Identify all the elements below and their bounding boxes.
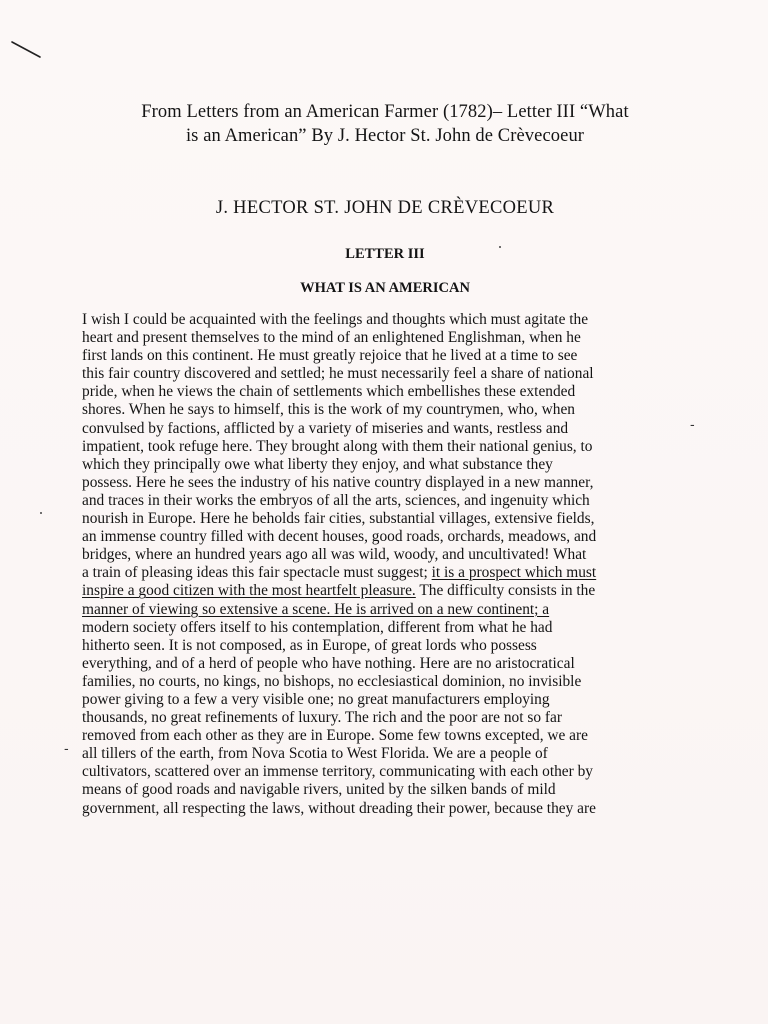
body-line: possess. Here he sees the industry of his native country displayed in a new manner, (82, 473, 594, 491)
body-line: cultivators, scattered over an immense territory, communicating with each other by (82, 763, 593, 781)
body-line: and traces in their works the embryos of all the arts, sciences, and ingenuity which (82, 491, 590, 509)
body-line: bridges, where an hundred years ago all was wild, woody, and uncultivated! What (82, 546, 587, 564)
body-line: first lands on this continent. He must greatly rejoice that he lived at a time to see (82, 347, 578, 365)
body-line: I wish I could be acquainted with the feelings and thoughts which must agitate the (82, 311, 589, 328)
body-line: pride, when he views the chain of settlements which embellishes these extended (82, 383, 576, 401)
underlined-phrase: inspire a good citizen with the most heartfelt pleasure. (82, 582, 416, 600)
body-line: thousands, no great refinements of luxury. The rich and the poor are not so far (82, 709, 562, 727)
body-line: means of good roads and navigable rivers, united by the silken bands of mild (82, 781, 556, 799)
body-line-underlined-end (82, 582, 698, 600)
body-line: heart and present themselves to the mind of an enlightened Englishman, when he (82, 329, 581, 347)
underlined-phrase: manner of viewing so extensive a scene. He is arrived on a new continent; a (82, 600, 550, 618)
speck-mark (40, 512, 42, 514)
body-paragraph (82, 311, 698, 818)
body-line: all tillers of the earth, from Nova Scotia to West Florida. We are a people of (82, 745, 548, 763)
body-line: everything, and of a herd of people who have nothing. Here are no aristocratical (82, 654, 575, 672)
document-title (60, 100, 710, 148)
body-line: removed from each other as they are in Europe. Some few towns excepted, we are (82, 727, 588, 745)
body-line: families, no courts, no kings, no bishops, no ecclesiastical dominion, no invisible (82, 672, 582, 690)
body-line: impatient, took refuge here. They brought along with them their national genius, to (82, 437, 593, 455)
title-line-2: is an American” By J. Hector St. John de Crèvecoeur (185, 126, 585, 146)
body-line-text: a train of pleasing ideas this fair spectacle must suggest; (82, 564, 428, 582)
body-line: hitherto seen. It is not composed, as in Europe, of great lords who possess (82, 636, 537, 654)
margin-mark: - (64, 740, 69, 756)
speck-mark (499, 246, 501, 248)
body-line: shores. When he says to himself, this is the work of my countrymen, who, when (82, 401, 575, 419)
body-line: nourish in Europe. Here he beholds fair cities, substantial villages, extensive fields, (82, 510, 595, 528)
body-line: government, all respecting the laws, without dreading their power, because they are (82, 799, 596, 817)
body-line: power giving to a few a very visible one; no great manufacturers employing (82, 690, 550, 708)
underlined-phrase: it is a prospect which must (431, 564, 597, 582)
section-heading: WHAT IS AN AMERICAN (300, 280, 470, 296)
body-line-underlined-start (82, 564, 698, 582)
margin-mark: - (690, 416, 695, 432)
body-line: an immense country filled with decent houses, good roads, orchards, meadows, and (82, 528, 597, 546)
title-line-1: From Letters from an American Farmer (1782)– Letter III “What (141, 102, 629, 122)
body-line-text: The difficulty consists in the (415, 582, 596, 600)
body-line: this fair country discovered and settled; he must necessarily feel a share of national (82, 365, 594, 383)
body-line: which they principally owe what liberty they enjoy, and what substance they (82, 455, 553, 473)
body-line: convulsed by factions, afflicted by a variety of miseries and wants, restless and (82, 419, 569, 437)
body-line: modern society offers itself to his contemplation, different from what he had (82, 618, 553, 636)
letter-heading: LETTER III (345, 246, 425, 262)
pen-stroke-mark (10, 38, 42, 60)
author-heading: J. HECTOR ST. JOHN DE CRÈVECOEUR (215, 198, 555, 218)
body-line (82, 601, 698, 619)
